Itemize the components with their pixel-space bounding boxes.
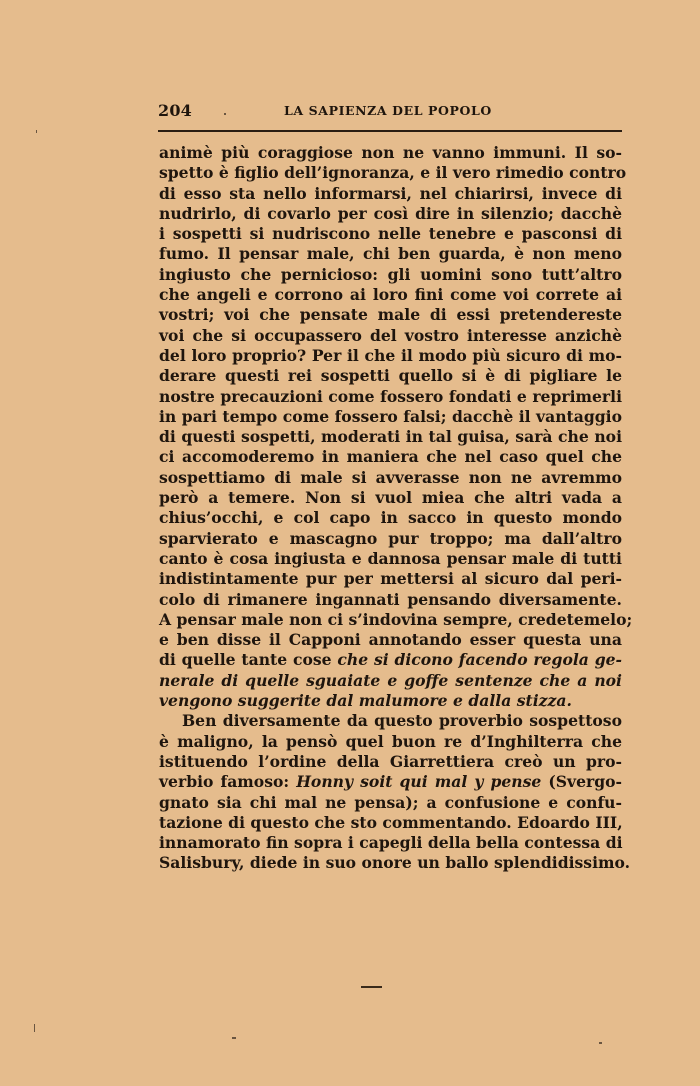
scan-speck <box>224 113 226 115</box>
text-line <box>159 285 622 305</box>
text-run: sospettiamo di male si avverasse non ne avremmo <box>159 467 622 487</box>
bottom-rule <box>361 986 382 988</box>
text-line <box>159 163 627 183</box>
text-line <box>159 772 622 792</box>
text-line <box>159 224 622 244</box>
text-line <box>159 853 631 873</box>
text-line <box>159 265 622 285</box>
text-line <box>159 204 622 224</box>
text-line <box>159 346 622 366</box>
italic-text-run: vengono suggerite dal malumore e dalla stizza. <box>159 691 572 711</box>
text-line <box>159 549 622 569</box>
text-run: indistintamente pur per mettersi al sicuro dal peri- <box>159 569 622 589</box>
text-line <box>159 711 622 731</box>
text-run: voi che si occupassero del vostro interesse anzichè <box>159 325 622 345</box>
text-run: (Svergo- <box>541 772 623 792</box>
text-run: che angeli e corrono ai loro fini come voi correte ai <box>159 285 622 305</box>
text-line <box>159 427 622 447</box>
text-run: tazione di questo che sto commentando. Edoardo III, <box>159 812 623 832</box>
text-run: canto è cosa ingiusta e dannosa pensar male di tutti <box>159 548 622 568</box>
text-line <box>159 650 622 670</box>
text-line <box>159 326 622 346</box>
text-line <box>159 671 622 691</box>
text-line <box>159 184 622 204</box>
text-line <box>159 387 622 407</box>
text-run: ingiusto che pernicioso: gli uomini sono tutt’altro <box>159 264 622 284</box>
text-line <box>159 366 622 386</box>
text-line <box>159 488 622 508</box>
text-line <box>159 752 622 772</box>
text-run: derare questi rei sospetti quello si è di pigliare le <box>159 366 622 386</box>
text-line <box>159 590 622 610</box>
text-run: sparvierato e mascagno pur troppo; ma dall’altro <box>159 528 622 548</box>
text-line <box>159 447 622 467</box>
text-run: A pensar male non ci s’indovina sempre, credetemelo; <box>159 609 633 629</box>
text-line <box>159 732 622 752</box>
text-line <box>159 508 622 528</box>
text-run: animè più coraggiose non ne vanno immuni. Il so- <box>159 143 622 162</box>
text-line <box>159 244 622 264</box>
text-run: nudrirlo, di covarlo per così dire in silenzio; dacchè <box>159 203 622 223</box>
text-run: però a temere. Non si vuol miea che altri vada a <box>159 488 622 508</box>
text-run: di quelle tante cose <box>159 650 338 670</box>
text-run: di esso sta nello informarsi, nel chiarirsi, invece di <box>159 183 622 203</box>
page-header <box>158 101 622 123</box>
text-run: gnato sia chi mal ne pensa); a confusione e confu- <box>159 792 622 812</box>
text-line <box>159 468 622 488</box>
scan-speck <box>232 1037 236 1039</box>
text-line <box>159 691 622 711</box>
text-run: e ben disse il Capponi annotando esser questa una <box>159 630 622 650</box>
text-line <box>159 529 622 549</box>
text-run: Salisbury, diede in suo onore un ballo splendidissimo. <box>159 853 631 873</box>
text-line <box>159 833 622 853</box>
text-run: ci accomoderemo in maniera che nel caso quel che <box>159 447 622 467</box>
text-run: fumo. Il pensar male, chi ben guarda, è non meno <box>159 244 622 264</box>
text-line <box>159 609 633 630</box>
scan-speck <box>599 1042 602 1044</box>
text-run: del loro proprio? Per il che il modo più sicuro di mo- <box>159 345 622 365</box>
text-line <box>159 793 622 813</box>
text-run: di questi sospetti, moderati in tal guisa, sarà che noi <box>159 427 622 447</box>
scan-speck <box>36 130 37 133</box>
text-run: è maligno, la pensò quel buon re d’Inghilterra che <box>159 731 622 751</box>
text-line <box>159 143 622 163</box>
italic-text-run: Honny soit qui mal y pense <box>296 772 542 792</box>
text-line <box>159 813 622 833</box>
page-number: 204 <box>158 101 192 120</box>
text-run: i sospetti si nudriscono nelle tenebre e pasconsi di <box>159 224 622 244</box>
scan-speck <box>34 1024 35 1032</box>
text-run: spetto è figlio dell’ignoranza, e il vero rimedio contro <box>159 163 627 183</box>
text-run: innamorato fin sopra i capegli della bella contessa di <box>159 833 623 853</box>
text-run: vostri; voi che pensate male di essi pretendereste <box>159 305 622 325</box>
text-line <box>159 569 622 589</box>
text-line <box>159 305 622 325</box>
header-rule <box>158 130 622 132</box>
text-run: colo di rimanere ingannati pensando diversamente. <box>159 589 622 609</box>
text-run: Ben diversamente da questo proverbio sospettoso <box>182 711 622 731</box>
running-head: LA SAPIENZA DEL POPOLO <box>284 103 492 118</box>
text-run: chius’occhi, e col capo in sacco in questo mondo <box>159 508 622 528</box>
body-text <box>159 143 633 874</box>
text-run: verbio famoso: <box>159 772 297 792</box>
text-run: istituendo l’ordine della Giarrettiera creò un pro- <box>159 751 622 771</box>
italic-text-run: nerale di quelle sguaiate e goffe sentenze che a noi <box>159 670 622 690</box>
italic-text-run: che si dicono facendo regola ge- <box>337 650 622 670</box>
text-line <box>159 407 622 427</box>
text-run: in pari tempo come fossero falsi; dacchè il vantaggio <box>159 406 622 426</box>
text-line <box>159 630 622 650</box>
text-run: nostre precauzioni come fossero fondati e reprimerli <box>159 386 622 406</box>
